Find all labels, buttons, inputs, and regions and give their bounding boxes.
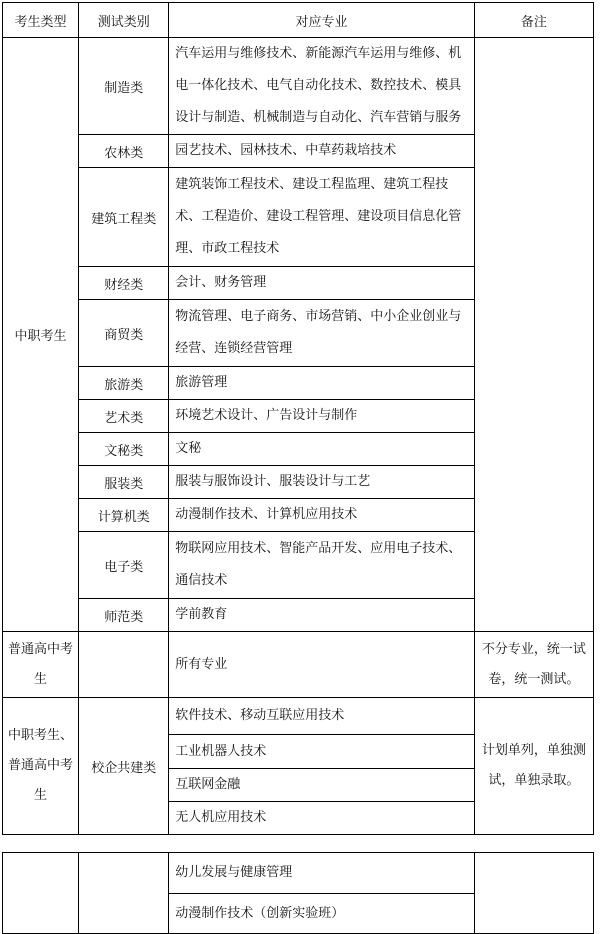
majors-cell: 动漫制作技术、计算机应用技术	[169, 499, 475, 532]
majors-cell: 物流管理、电子商务、市场营销、中小企业创业与经营、连锁经营管理	[169, 300, 475, 367]
extra-table	[2, 852, 594, 934]
extra-type-cell	[3, 853, 79, 934]
category-cell: 建筑工程类	[79, 168, 169, 267]
general-type-cell: 普通高中考生	[3, 632, 79, 698]
joint-majors-cell: 无人机应用技术	[169, 802, 475, 835]
table-row	[3, 38, 594, 135]
majors-cell: 旅游管理	[169, 367, 475, 400]
joint-category-cell: 校企共建类	[79, 698, 169, 835]
category-cell: 艺术类	[79, 400, 169, 433]
extra-majors-cell: 幼儿发展与健康管理	[169, 853, 475, 894]
category-cell: 制造类	[79, 38, 169, 135]
majors-cell: 建筑装饰工程技术、建设工程监理、建筑工程技术、工程造价、建设工程管理、建设项目信息化管理、市政工程技术	[169, 168, 475, 267]
category-cell: 服装类	[79, 466, 169, 499]
joint-majors-cell: 互联网金融	[169, 769, 475, 802]
majors-cell: 汽车运用与维修技术、新能源汽车运用与维修、机电一体化技术、电气自动化技术、数控技术、模具设计与制造、机械制造与自动化、汽车营销与服务	[169, 38, 475, 135]
category-cell: 师范类	[79, 599, 169, 632]
general-note-cell: 不分专业，统一试卷，统一测试。	[474, 632, 593, 698]
category-cell: 财经类	[79, 267, 169, 300]
category-cell: 文秘类	[79, 433, 169, 466]
vocational-type-cell: 中职考生	[3, 38, 79, 632]
general-majors-cell: 所有专业	[169, 632, 475, 698]
header-major: 对应专业	[169, 3, 475, 38]
majors-cell: 园艺技术、园林技术、中草药栽培技术	[169, 135, 475, 168]
general-category-cell	[79, 632, 169, 698]
note-cell-empty	[474, 38, 593, 632]
majors-cell: 会计、财务管理	[169, 267, 475, 300]
category-cell: 计算机类	[79, 499, 169, 532]
category-cell: 商贸类	[79, 300, 169, 367]
majors-cell: 服装与服饰设计、服装设计与工艺	[169, 466, 475, 499]
joint-majors-cell: 软件技术、移动互联应用技术	[169, 698, 475, 735]
majors-cell: 物联网应用技术、智能产品开发、应用电子技术、通信技术	[169, 532, 475, 599]
majors-table	[2, 2, 594, 835]
header-type: 考生类型	[3, 3, 79, 38]
category-cell: 农林类	[79, 135, 169, 168]
header-category: 测试类别	[79, 3, 169, 38]
header-row	[3, 3, 594, 38]
joint-majors-cell: 工业机器人技术	[169, 735, 475, 769]
extra-note-cell	[474, 853, 593, 934]
majors-cell: 学前教育	[169, 599, 475, 632]
header-note: 备注	[474, 3, 593, 38]
extra-category-cell	[79, 853, 169, 934]
extra-majors-cell: 动漫制作技术（创新实验班）	[169, 894, 475, 934]
joint-type-cell: 中职考生、普通高中考生	[3, 698, 79, 835]
category-cell: 旅游类	[79, 367, 169, 400]
general-row	[3, 632, 594, 698]
category-cell: 电子类	[79, 532, 169, 599]
extra-row	[3, 853, 594, 894]
joint-row	[3, 698, 594, 735]
majors-cell: 环境艺术设计、广告设计与制作	[169, 400, 475, 433]
joint-note-cell: 计划单列，单独测试，单独录取。	[474, 698, 593, 835]
majors-cell: 文秘	[169, 433, 475, 466]
